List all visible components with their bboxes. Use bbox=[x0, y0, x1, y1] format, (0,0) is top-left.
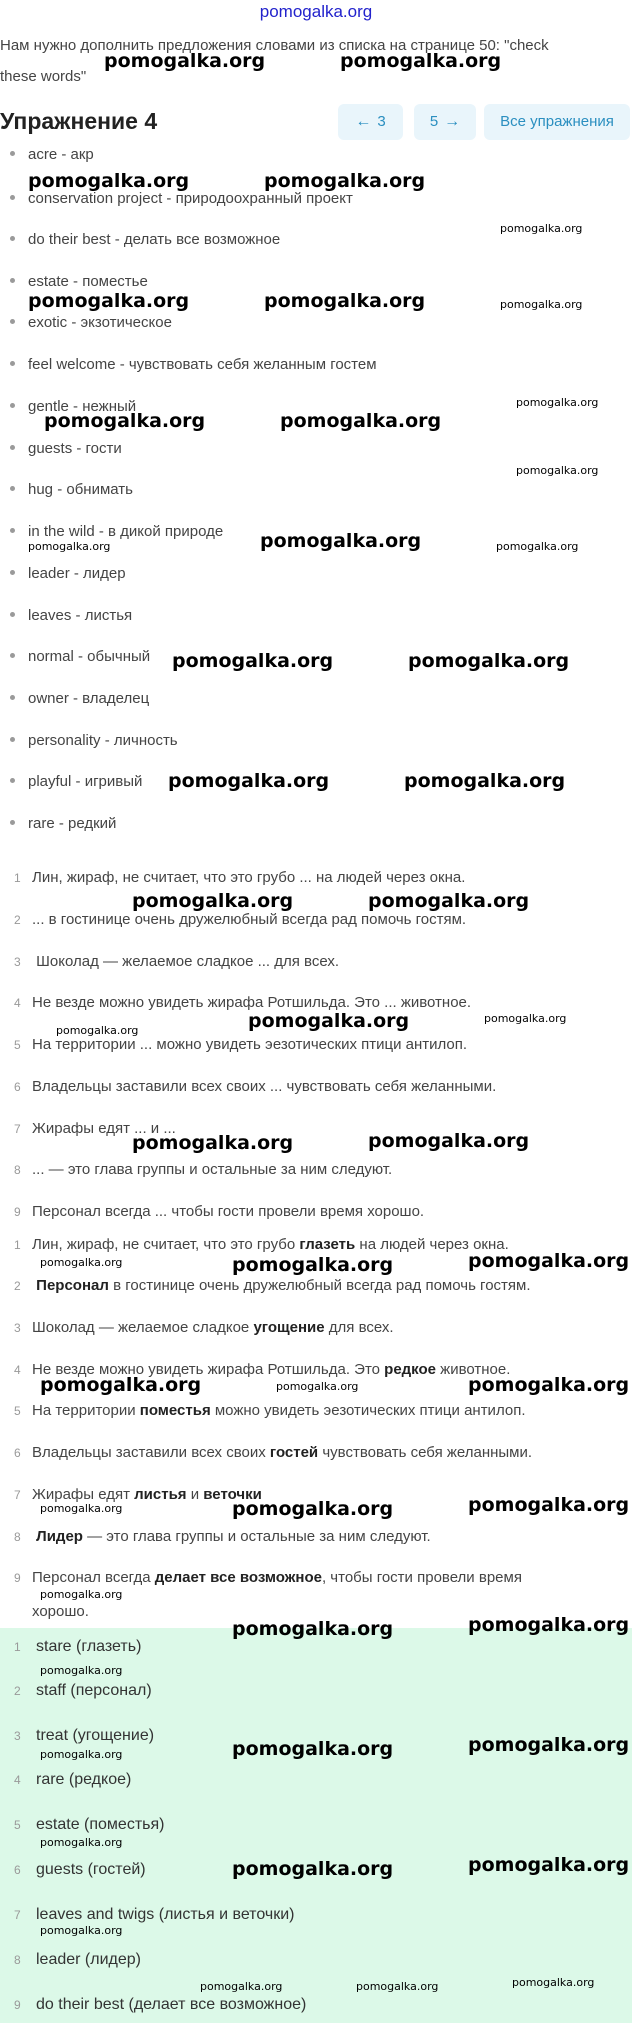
watermark: pomogalka.org bbox=[40, 1502, 123, 1515]
answer-row: 9 do their best (делает все возможное) bbox=[14, 1996, 307, 2013]
question-row: 5 На территории ... можно увидеть эезотических птици антилоп. bbox=[14, 1036, 468, 1053]
filled-row: 6 Владельцы заставили всех своих гостей чувствовать себя желанными. bbox=[14, 1444, 533, 1461]
watermark: pomogalka.org bbox=[500, 298, 583, 311]
vocab-item: gentle - нежный bbox=[10, 398, 136, 415]
vocab-item: hug - обнимать bbox=[10, 481, 133, 498]
vocab-item: rare - редкий bbox=[10, 815, 116, 832]
filled-row: 3 Шоколад — желаемое сладкое угощение для всех. bbox=[14, 1319, 394, 1336]
watermark: pomogalka.org bbox=[172, 650, 334, 672]
watermark: pomogalka.org bbox=[280, 410, 442, 432]
watermark: pomogalka.org bbox=[132, 890, 294, 912]
filled-row: 8 Лидер — это глава группы и остальные за ним следуют. bbox=[14, 1528, 431, 1545]
answer-row: 3 treat (угощение) bbox=[14, 1727, 155, 1744]
watermark: pomogalka.org bbox=[468, 1374, 630, 1396]
watermark: pomogalka.org bbox=[168, 770, 330, 792]
watermark: pomogalka.org bbox=[232, 1738, 394, 1760]
vocab-item: guests - гости bbox=[10, 440, 122, 457]
watermark: pomogalka.org bbox=[516, 464, 599, 477]
vocab-item: playful - игривый bbox=[10, 773, 142, 790]
next-exercise-label: 5 bbox=[429, 113, 439, 130]
all-exercises-button[interactable] bbox=[484, 104, 630, 140]
prev-exercise-label: 3 bbox=[377, 113, 386, 130]
vocab-item: acre - акр bbox=[10, 146, 94, 163]
vocab-item: estate - поместье bbox=[10, 273, 148, 290]
question-row: 1 Лин, жираф, не считает, что это грубо ... на людей через окна. bbox=[14, 869, 466, 886]
exercise-header bbox=[0, 100, 632, 146]
prev-exercise-button[interactable] bbox=[338, 104, 403, 140]
watermark: pomogalka.org bbox=[500, 222, 583, 235]
bullet-icon bbox=[10, 319, 15, 324]
site-logo[interactable]: pomogalka.org bbox=[259, 2, 373, 21]
watermark: pomogalka.org bbox=[276, 1380, 359, 1393]
question-row: 2 ... в гостинице очень дружелюбный всегда рад помочь гостям. bbox=[14, 911, 467, 928]
watermark: pomogalka.org bbox=[264, 290, 426, 312]
watermark: pomogalka.org bbox=[200, 1980, 283, 1993]
bullet-icon bbox=[10, 236, 15, 241]
question-row: 3 Шоколад — желаемое сладкое ... для всех. bbox=[14, 953, 340, 970]
bullet-icon bbox=[10, 528, 15, 533]
bullet-icon bbox=[10, 403, 15, 408]
vocab-item: normal - обычный bbox=[10, 648, 150, 665]
watermark: pomogalka.org bbox=[40, 1748, 123, 1761]
watermark: pomogalka.org bbox=[516, 396, 599, 409]
watermark: pomogalka.org bbox=[40, 1374, 202, 1396]
watermark: pomogalka.org bbox=[468, 1250, 630, 1272]
watermark: pomogalka.org bbox=[232, 1498, 394, 1520]
question-row: 7 Жирафы едят ... и ... bbox=[14, 1120, 176, 1137]
filled-row-continuation: хорошо. bbox=[32, 1603, 89, 1620]
watermark: pomogalka.org bbox=[40, 1924, 123, 1937]
watermark: pomogalka.org bbox=[264, 170, 426, 192]
watermark: pomogalka.org bbox=[40, 1256, 123, 1269]
answer-row: 1 stare (глазеть) bbox=[14, 1638, 142, 1655]
bullet-icon bbox=[10, 195, 15, 200]
answer-row: 5 estate (поместья) bbox=[14, 1816, 165, 1833]
watermark: pomogalka.org bbox=[468, 1614, 630, 1636]
watermark: pomogalka.org bbox=[496, 540, 579, 553]
vocab-item: exotic - экзотическое bbox=[10, 314, 172, 331]
question-row: 6 Владельцы заставили всех своих ... чувствовать себя желанными. bbox=[14, 1078, 497, 1095]
watermark: pomogalka.org bbox=[232, 1858, 394, 1880]
answer-row: 4 rare (редкое) bbox=[14, 1771, 132, 1788]
watermark: pomogalka.org bbox=[468, 1734, 630, 1756]
exercise-title: Упражнение 4 bbox=[0, 108, 158, 134]
vocab-item: do their best - делать все возможное bbox=[10, 231, 280, 248]
watermark: pomogalka.org bbox=[28, 170, 190, 192]
filled-row: 1 Лин, жираф, не считает, что это грубо глазеть на людей через окна. bbox=[14, 1236, 509, 1253]
vocab-item: conservation project - природоохранный проект bbox=[10, 190, 353, 207]
watermark: pomogalka.org bbox=[368, 1130, 530, 1152]
bullet-icon bbox=[10, 151, 15, 156]
vocab-item: leaves - листья bbox=[10, 607, 132, 624]
watermark: pomogalka.org bbox=[56, 1024, 139, 1037]
bullet-icon bbox=[10, 570, 15, 575]
bullet-icon bbox=[10, 820, 15, 825]
bullet-icon bbox=[10, 653, 15, 658]
bullet-icon bbox=[10, 278, 15, 283]
watermark: pomogalka.org bbox=[40, 1664, 123, 1677]
watermark: pomogalka.org bbox=[132, 1132, 294, 1154]
question-row: 8 ... — это глава группы и остальные за ним следуют. bbox=[14, 1161, 393, 1178]
watermark: pomogalka.org bbox=[104, 50, 266, 72]
bullet-icon bbox=[10, 486, 15, 491]
bullet-icon bbox=[10, 695, 15, 700]
watermark: pomogalka.org bbox=[404, 770, 566, 792]
question-row: 4 Не везде можно увидеть жирафа Ротшильда. Это ... животное. bbox=[14, 994, 472, 1011]
filled-row: 9 Персонал всегда делает все возможное, чтобы гости провели время bbox=[14, 1569, 522, 1586]
vocab-item: leader - лидер bbox=[10, 565, 126, 582]
arrow-left-icon: ← bbox=[355, 113, 372, 130]
watermark: pomogalka.org bbox=[28, 540, 111, 553]
answer-row: 7 leaves and twigs (листья и веточки) bbox=[14, 1906, 295, 1923]
vocab-item: in the wild - в дикой природе bbox=[10, 523, 223, 540]
intro-line-1: Нам нужно дополнить предложения словами из списка на странице 50: "check bbox=[0, 37, 549, 54]
next-exercise-button[interactable] bbox=[414, 104, 476, 140]
answer-row: 8 leader (лидер) bbox=[14, 1951, 141, 1968]
watermark: pomogalka.org bbox=[232, 1618, 394, 1640]
vocab-item: feel welcome - чувствовать себя желанным гостем bbox=[10, 356, 377, 373]
watermark: pomogalka.org bbox=[28, 290, 190, 312]
watermark: pomogalka.org bbox=[408, 650, 570, 672]
watermark: pomogalka.org bbox=[356, 1980, 439, 1993]
watermark: pomogalka.org bbox=[44, 410, 206, 432]
question-row: 9 Персонал всегда ... чтобы гости провели время хорошо. bbox=[14, 1203, 425, 1220]
intro-line-2: these words" bbox=[0, 68, 87, 85]
bullet-icon bbox=[10, 361, 15, 366]
bullet-icon bbox=[10, 778, 15, 783]
watermark: pomogalka.org bbox=[260, 530, 422, 552]
answer-row: 2 staff (персонал) bbox=[14, 1682, 152, 1699]
vocab-item: owner - владелец bbox=[10, 690, 149, 707]
watermark: pomogalka.org bbox=[468, 1494, 630, 1516]
vocab-item: personality - личность bbox=[10, 732, 178, 749]
watermark: pomogalka.org bbox=[40, 1836, 123, 1849]
filled-row: 7 Жирафы едят листья и веточки bbox=[14, 1486, 262, 1503]
watermark: pomogalka.org bbox=[232, 1254, 394, 1276]
intro-text bbox=[0, 30, 632, 92]
watermark: pomogalka.org bbox=[40, 1588, 123, 1601]
watermark: pomogalka.org bbox=[468, 1854, 630, 1876]
filled-row: 2 Персонал в гостинице очень дружелюбный всегда рад помочь гостям. bbox=[14, 1277, 531, 1294]
arrow-right-icon: → bbox=[444, 113, 461, 130]
watermark: pomogalka.org bbox=[340, 50, 502, 72]
watermark: pomogalka.org bbox=[512, 1976, 595, 1989]
watermark: pomogalka.org bbox=[484, 1012, 567, 1025]
bullet-icon bbox=[10, 612, 15, 617]
watermark: pomogalka.org bbox=[368, 890, 530, 912]
bullet-icon bbox=[10, 445, 15, 450]
answer-row: 6 guests (гостей) bbox=[14, 1861, 146, 1878]
all-exercises-label: Все упражнения bbox=[500, 113, 614, 130]
watermark: pomogalka.org bbox=[248, 1010, 410, 1032]
filled-row: 4 Не везде можно увидеть жирафа Ротшильда. Это редкое животное. bbox=[14, 1361, 511, 1378]
filled-row: 5 На территории поместья можно увидеть эезотических птици антилоп. bbox=[14, 1402, 526, 1419]
bullet-icon bbox=[10, 737, 15, 742]
